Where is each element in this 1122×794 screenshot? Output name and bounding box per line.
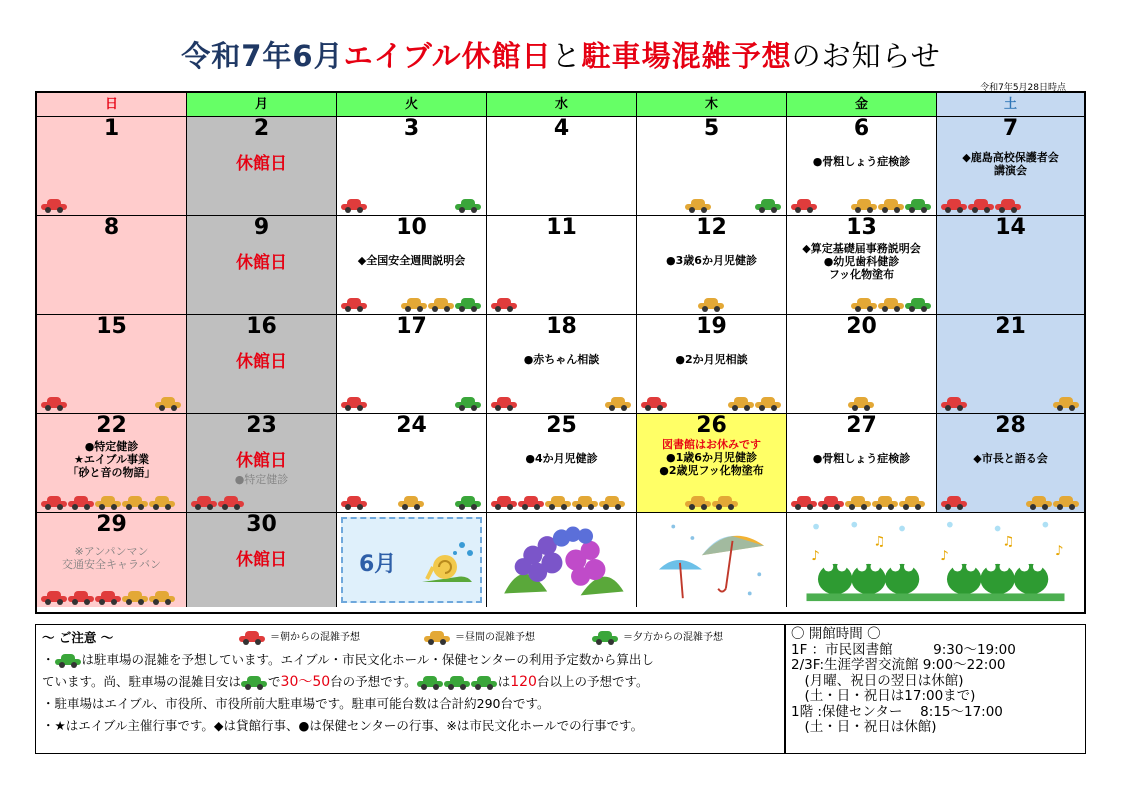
day-cell xyxy=(787,315,937,414)
legend-noon-label: ＝昼間の混雑予想 xyxy=(455,632,535,643)
parking-forecast xyxy=(791,296,932,312)
car-noon-icon xyxy=(599,496,625,510)
day-number: 25 xyxy=(546,413,577,438)
day-cell xyxy=(487,216,637,315)
car-noon-icon xyxy=(755,397,781,411)
event-item: フッ化物塗布 xyxy=(828,268,895,281)
closed-label: 休館日 xyxy=(236,352,287,372)
notes-title: ～ ご注意 ～ xyxy=(42,630,114,645)
svg-text:♪: ♪ xyxy=(811,549,820,564)
car-noon-icon xyxy=(851,298,877,312)
parking-forecast xyxy=(341,197,482,213)
notes-legend xyxy=(42,627,778,649)
car-morning-icon xyxy=(518,496,544,510)
day-number: 12 xyxy=(696,215,727,240)
car-noon-icon xyxy=(424,631,450,645)
car-noon-icon xyxy=(428,298,454,312)
parking-forecast xyxy=(791,197,932,213)
weekday-6: 土 xyxy=(937,93,1084,117)
car-morning-icon xyxy=(818,496,844,510)
weekday-2: 火 xyxy=(337,93,487,117)
day-cell xyxy=(937,315,1084,414)
day-cell xyxy=(787,117,937,216)
day-cell xyxy=(337,315,487,414)
event-item: ●骨粗しょう症検診 xyxy=(812,155,911,168)
event-item: ●4か月児健診 xyxy=(525,452,598,465)
event-item: ●特定健診 xyxy=(84,440,139,453)
event-item: 「砂と音の物語」 xyxy=(67,466,156,479)
car-morning-icon xyxy=(491,496,517,510)
parking-forecast xyxy=(941,197,1080,213)
car-morning-icon xyxy=(341,496,367,510)
car-noon-icon xyxy=(851,199,877,213)
day-number: 30 xyxy=(246,512,277,537)
picture-cell xyxy=(337,513,487,607)
title-conj: と xyxy=(551,39,582,73)
event-item: ●1歳6か月児健診 xyxy=(666,451,757,464)
car-noon-icon xyxy=(122,591,148,605)
car-morning-icon xyxy=(239,631,265,645)
day-number: 17 xyxy=(396,314,427,339)
parking-forecast xyxy=(791,395,932,411)
notes-line-3: ・駐車場はエイブル、市役所、市役所前大駐車場です。駐車可能台数は合計約290台です。 xyxy=(42,696,550,711)
week-row xyxy=(37,315,1084,414)
car-morning-icon xyxy=(491,397,517,411)
event-item: ●赤ちゃん相談 xyxy=(523,353,600,366)
day-cell xyxy=(787,414,937,513)
legend-evening-label: ＝夕方からの混雑予想 xyxy=(623,632,723,643)
picture-cell xyxy=(787,513,1084,607)
notes-box xyxy=(35,624,785,754)
parking-forecast xyxy=(191,494,332,510)
parking-forecast xyxy=(941,395,1080,411)
car-evening-icon xyxy=(455,199,481,213)
svg-text:♪: ♪ xyxy=(940,549,949,564)
snail-image xyxy=(417,537,477,591)
car-noon-icon xyxy=(1053,397,1079,411)
closed-label: 休館日 xyxy=(236,154,287,174)
week-row xyxy=(37,216,1084,315)
car-noon-icon xyxy=(545,496,571,510)
notes-line-2b: で xyxy=(268,674,281,689)
car-morning-icon xyxy=(68,496,94,510)
day-number: 6 xyxy=(853,116,870,141)
car-noon-icon xyxy=(712,496,738,510)
notes-line-2d: 台の予想です。 xyxy=(330,674,417,689)
event-item: ●2歳児フッ化物塗布 xyxy=(659,464,764,477)
library-closed-notice: 図書館はお休みです xyxy=(662,438,761,451)
event-item: 講演会 xyxy=(994,164,1027,177)
closed-label: 休館日 xyxy=(236,253,287,273)
car-noon-icon xyxy=(572,496,598,510)
event-item: ◆市長と語る会 xyxy=(973,452,1048,465)
day-number: 9 xyxy=(253,215,270,240)
car-morning-icon xyxy=(791,199,817,213)
day-cell xyxy=(637,315,787,414)
frogs-image xyxy=(791,517,1080,603)
event-item: ●3歳6か月児健診 xyxy=(666,254,757,267)
picture-cell xyxy=(637,513,787,607)
parking-forecast xyxy=(41,197,182,213)
day-number: 22 xyxy=(96,413,127,438)
car-noon-icon xyxy=(698,298,724,312)
car-evening-icon xyxy=(905,298,931,312)
day-cell xyxy=(637,414,787,513)
day-number: 16 xyxy=(246,314,277,339)
day-cell xyxy=(187,315,337,414)
notes-range: 30～50 xyxy=(280,674,331,690)
day-number: 26 xyxy=(696,413,727,438)
car-evening-icon xyxy=(905,199,931,213)
car-noon-icon xyxy=(848,397,874,411)
parking-forecast xyxy=(341,296,482,312)
day-number: 15 xyxy=(96,314,127,339)
svg-text:♪: ♪ xyxy=(1054,544,1064,560)
day-cell xyxy=(337,216,487,315)
car-evening-icon xyxy=(455,496,481,510)
car-noon-icon xyxy=(899,496,925,510)
day-number: 3 xyxy=(403,116,420,141)
parking-forecast xyxy=(491,395,632,411)
car-noon-icon xyxy=(155,397,181,411)
car-evening-icon xyxy=(444,676,470,690)
day-cell xyxy=(787,216,937,315)
day-cell xyxy=(37,216,187,315)
car-morning-icon xyxy=(341,397,367,411)
day-number: 23 xyxy=(246,413,277,438)
car-noon-icon xyxy=(149,496,175,510)
car-noon-icon xyxy=(685,496,711,510)
car-morning-icon xyxy=(341,298,367,312)
parking-forecast xyxy=(41,395,182,411)
title-month: 令和7年6月 xyxy=(181,39,344,73)
car-noon-icon xyxy=(95,496,121,510)
car-evening-icon xyxy=(755,199,781,213)
car-noon-icon xyxy=(398,496,424,510)
event-grey: ●特定健診 xyxy=(234,473,289,486)
svg-text:♫: ♫ xyxy=(873,534,886,550)
car-morning-icon xyxy=(95,591,121,605)
car-noon-icon xyxy=(1053,496,1079,510)
day-cell xyxy=(337,117,487,216)
day-number: 13 xyxy=(846,215,877,240)
day-number: 7 xyxy=(1002,116,1019,141)
parking-forecast xyxy=(941,494,1080,510)
parking-forecast xyxy=(791,494,932,510)
legend-evening xyxy=(592,627,723,649)
car-morning-icon xyxy=(641,397,667,411)
day-cell xyxy=(937,216,1084,315)
parking-forecast xyxy=(41,494,182,510)
car-morning-icon xyxy=(791,496,817,510)
car-noon-icon xyxy=(728,397,754,411)
car-evening-icon xyxy=(455,298,481,312)
event-item: ●幼児歯科健診 xyxy=(823,255,900,268)
car-evening-icon xyxy=(471,676,497,690)
notes-line-2 xyxy=(42,671,778,693)
day-number: 20 xyxy=(846,314,877,339)
car-morning-icon xyxy=(941,496,967,510)
day-cell xyxy=(637,216,787,315)
day-cell xyxy=(937,414,1084,513)
picture-cell xyxy=(487,513,637,607)
day-cell xyxy=(637,117,787,216)
car-morning-icon xyxy=(41,496,67,510)
car-evening-icon xyxy=(55,654,81,668)
car-noon-icon xyxy=(605,397,631,411)
week-row xyxy=(37,117,1084,216)
legend-morning xyxy=(239,627,360,649)
car-noon-icon xyxy=(878,199,904,213)
week-row xyxy=(37,414,1084,513)
day-number: 28 xyxy=(995,413,1026,438)
event-item: ●骨粗しょう症検診 xyxy=(812,452,911,465)
parking-forecast xyxy=(341,395,482,411)
car-noon-icon xyxy=(845,496,871,510)
car-morning-icon xyxy=(941,397,967,411)
car-noon-icon xyxy=(149,591,175,605)
car-noon-icon xyxy=(878,298,904,312)
notes-line-4: ・★はエイブル主催行事です。◆は貸館行事、●は保健センターの行事、※は市民文化ホールでの行事です。 xyxy=(42,718,644,733)
day-number: 10 xyxy=(396,215,427,240)
legend-morning-label: ＝朝からの混雑予想 xyxy=(270,632,360,643)
parking-forecast xyxy=(41,589,182,605)
day-number: 29 xyxy=(96,512,127,537)
day-number: 14 xyxy=(995,215,1026,240)
day-number: 21 xyxy=(995,314,1026,339)
weekday-3: 水 xyxy=(487,93,637,117)
car-noon-icon xyxy=(401,298,427,312)
car-noon-icon xyxy=(872,496,898,510)
day-number: 24 xyxy=(396,413,427,438)
event-item: ◆全国安全週間説明会 xyxy=(357,254,466,267)
day-number: 5 xyxy=(703,116,720,141)
car-evening-icon xyxy=(592,631,618,645)
day-cell xyxy=(937,117,1084,216)
parking-forecast xyxy=(491,494,632,510)
day-number: 18 xyxy=(546,314,577,339)
notes-line-2e: は xyxy=(497,674,511,689)
car-morning-icon xyxy=(968,199,994,213)
week-row xyxy=(37,513,1084,612)
car-morning-icon xyxy=(191,496,217,510)
event-item: ◆鹿島高校保護者会 xyxy=(962,151,1059,164)
car-morning-icon xyxy=(41,397,67,411)
weekday-header xyxy=(37,93,1084,117)
car-evening-icon xyxy=(241,676,267,690)
notes-max: 120 xyxy=(510,674,537,690)
title-suffix: のお知らせ xyxy=(791,39,941,73)
weekday-1: 月 xyxy=(187,93,337,117)
closed-label: 休館日 xyxy=(236,550,287,570)
day-number: 2 xyxy=(253,116,270,141)
as-of-date: 令和7年5月28日時点 xyxy=(980,83,1066,93)
parking-forecast xyxy=(641,395,782,411)
day-cell xyxy=(37,513,187,607)
day-cell xyxy=(37,117,187,216)
page-title xyxy=(0,34,1122,75)
car-morning-icon xyxy=(68,591,94,605)
parking-forecast xyxy=(491,296,632,312)
parking-forecast xyxy=(641,197,782,213)
parking-forecast xyxy=(341,494,482,510)
car-evening-icon xyxy=(417,676,443,690)
june-label: 6月 xyxy=(359,552,397,577)
day-cell xyxy=(187,414,337,513)
calendar xyxy=(35,91,1086,614)
legend-noon xyxy=(424,627,535,649)
day-cell xyxy=(487,315,637,414)
event-grey: ※アンパンマン 交通安全キャラバン xyxy=(62,545,161,571)
weekday-4: 木 xyxy=(637,93,787,117)
weekday-0: 日 xyxy=(37,93,187,117)
day-number: 4 xyxy=(553,116,570,141)
weekday-5: 金 xyxy=(787,93,937,117)
day-cell xyxy=(37,414,187,513)
event-item: ★エイブル事業 xyxy=(73,453,150,466)
day-cell xyxy=(487,117,637,216)
car-morning-icon xyxy=(41,199,67,213)
car-noon-icon xyxy=(685,199,711,213)
svg-text:♫: ♫ xyxy=(1002,534,1015,550)
day-cell xyxy=(487,414,637,513)
notes-line-1-text: は駐車場の混雑を予想しています。エイブル・市民文化ホール・保健センターの利用予定数から算出し xyxy=(81,652,654,667)
parking-forecast xyxy=(641,296,782,312)
event-item: ●2か月児相談 xyxy=(675,353,748,366)
day-number: 8 xyxy=(103,215,120,240)
notes-line-2g: 台以上の予想です。 xyxy=(536,674,649,689)
car-morning-icon xyxy=(491,298,517,312)
title-closed-days: エイブル休館日 xyxy=(343,39,552,73)
closed-label: 休館日 xyxy=(236,451,287,471)
day-cell xyxy=(187,513,337,607)
car-noon-icon xyxy=(122,496,148,510)
day-cell xyxy=(187,117,337,216)
parking-forecast xyxy=(641,494,782,510)
car-morning-icon xyxy=(41,591,67,605)
opening-hours: 〇 開館時間 〇 1F ：市民図書館 9:30～19:00 2/3F:生涯学習交流館 9:00～22:00 (月曜、祝日の翌日は休館) (土・日・祝日は17:00まで) 1階 :保健センター 8:15～17:00 (土・日・祝日は休館) xyxy=(785,624,1086,754)
car-evening-icon xyxy=(455,397,481,411)
day-number: 1 xyxy=(103,116,120,141)
day-number: 11 xyxy=(546,215,577,240)
day-cell xyxy=(37,315,187,414)
day-number: 27 xyxy=(846,413,877,438)
hydrangea-image xyxy=(491,517,632,603)
notes-line-1 xyxy=(42,649,778,671)
car-noon-icon xyxy=(1026,496,1052,510)
car-morning-icon xyxy=(941,199,967,213)
day-cell xyxy=(337,414,487,513)
umbrella-image xyxy=(641,517,782,603)
car-morning-icon xyxy=(995,199,1021,213)
notes-bullet: ・ xyxy=(42,652,55,667)
car-morning-icon xyxy=(341,199,367,213)
title-parking: 駐車場混雑予想 xyxy=(581,39,792,73)
notes-line-2a: ています。尚、駐車場の混雑目安は xyxy=(42,674,242,689)
day-number: 19 xyxy=(696,314,727,339)
car-morning-icon xyxy=(218,496,244,510)
event-item: ◆算定基礎届事務説明会 xyxy=(802,242,921,255)
day-cell xyxy=(187,216,337,315)
